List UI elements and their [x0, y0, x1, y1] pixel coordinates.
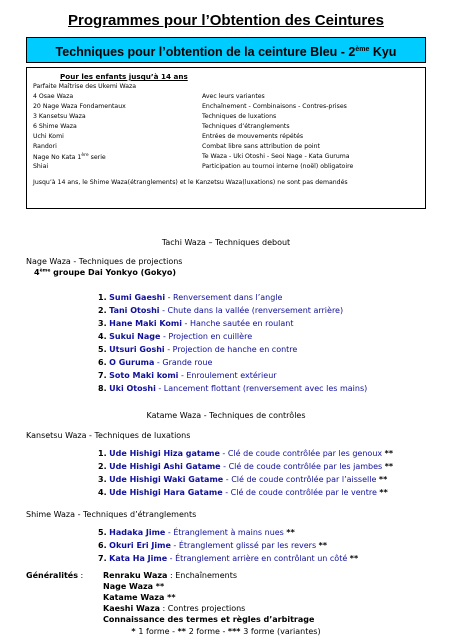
- list-item: [98, 384, 367, 393]
- item-number: 4.: [98, 332, 107, 341]
- age-note: Jusqu’à 14 ans, le Shime Waza(étranglements) et le Kanzetsu Waza(luxations) ne sont pas demandés: [33, 179, 348, 186]
- technique-name: Utsuri Goshi: [109, 345, 165, 354]
- technique-desc: - Projection de hanche en contre: [164, 345, 298, 354]
- form-marker: **: [286, 528, 295, 537]
- group-sup: ème: [39, 268, 51, 274]
- requirement-left: Shiai: [33, 163, 49, 170]
- katame-waza-title: Katame Waza - Techniques de contrôles: [146, 411, 306, 420]
- technique-desc: - Clé de coude contrôlée par les jambes: [220, 462, 385, 471]
- list-item: [98, 475, 387, 484]
- list-item: [98, 332, 252, 341]
- form-marker: **: [318, 541, 328, 550]
- requirement-row: [33, 153, 421, 163]
- form-marker: **: [349, 554, 359, 563]
- kata-label: Nage No Kata 1: [33, 154, 82, 162]
- technique-desc: - Grande roue: [154, 358, 213, 367]
- general-label: Généralités: [26, 571, 78, 580]
- form-legend-footer: [0, 627, 452, 636]
- general-item-desc: : Enchaînements: [167, 571, 238, 580]
- kansetsu-waza-title: Kansetsu Waza - Techniques de luxations: [26, 431, 191, 440]
- item-number: 7.: [98, 554, 107, 563]
- kata-sup: ère: [81, 153, 89, 158]
- technique-desc: - Étranglement à mains nues: [165, 528, 287, 537]
- list-item: [103, 593, 176, 602]
- requirement-left: 20 Nage Waza Fondamentaux: [33, 103, 126, 110]
- technique-desc: - Chute dans la vallée (renversement arrière): [159, 306, 344, 315]
- requirement-row: [33, 103, 421, 113]
- kata-tail: serie: [88, 154, 106, 162]
- requirement-row: [33, 83, 421, 93]
- requirement-right: Enchaînement - Combinaisons - Contres-prises: [202, 103, 347, 110]
- requirement-left: [33, 153, 106, 161]
- requirement-left: 6 Shime Waza: [33, 123, 77, 130]
- technique-name: Sumi Gaeshi: [109, 293, 166, 302]
- item-number: 4.: [98, 488, 107, 497]
- item-number: 7.: [98, 371, 107, 380]
- technique-name: Tani Otoshi: [109, 306, 160, 315]
- list-item: [98, 449, 393, 458]
- banner-tail: Kyu: [369, 45, 397, 60]
- general-item-name: Katame Waza **: [103, 593, 176, 602]
- banner-text: Techniques pour l’obtention de la ceinture Bleu - 2: [55, 45, 356, 60]
- requirement-row: [33, 123, 421, 133]
- technique-name: Ude Hishigi Ashi Gatame: [109, 462, 221, 471]
- technique-desc: - Clé de coude contrôlée par l’aisselle: [223, 475, 379, 484]
- requirement-left: 4 Osae Waza: [33, 93, 74, 100]
- list-item: [103, 571, 237, 580]
- legend-part: 1 forme -: [138, 627, 178, 636]
- group-title: [34, 268, 176, 277]
- technique-desc: - Clé de coude contrôlée par les genoux: [219, 449, 385, 458]
- legend-part: *: [131, 627, 139, 636]
- form-marker: **: [378, 475, 388, 484]
- item-number: 6.: [98, 541, 107, 550]
- list-item: [98, 306, 343, 315]
- list-item: [98, 371, 277, 380]
- requirement-row: [33, 163, 421, 173]
- item-number: 8.: [98, 384, 107, 393]
- form-marker: **: [384, 462, 394, 471]
- item-number: 2.: [98, 306, 107, 315]
- technique-desc: - Étranglement arrière en contrôlant un côté: [167, 554, 350, 563]
- list-item: [98, 554, 358, 563]
- form-marker: **: [379, 488, 388, 497]
- general-item-name: Kaeshi Waza: [103, 604, 160, 613]
- item-number: 1.: [98, 293, 107, 302]
- legend-part: 2 forme -: [188, 627, 228, 636]
- requirement-row: [33, 133, 421, 143]
- requirement-right: Avec leurs variantes: [202, 93, 265, 100]
- technique-name: Kata Ha Jime: [109, 554, 168, 563]
- requirement-right: Combat libre sans attribution de point: [202, 143, 320, 150]
- requirement-left: Parfaite Maîtrise des Ukemi Waza: [33, 83, 137, 90]
- tachi-waza-title: Tachi Waza – Techniques debout: [161, 238, 291, 247]
- item-number: 2.: [98, 462, 107, 471]
- list-item: [98, 541, 327, 550]
- requirement-right: Techniques d’étranglements: [202, 123, 290, 130]
- technique-desc: - Étranglement glissé par les revers: [170, 541, 319, 550]
- item-number: 1.: [98, 449, 107, 458]
- banner-sup: ème: [355, 46, 370, 53]
- list-item: [98, 358, 212, 367]
- technique-desc: - Projection en cuillère: [160, 332, 253, 341]
- list-item: [98, 293, 282, 302]
- technique-name: Hane Maki Komi: [109, 319, 182, 328]
- technique-desc: - Clé de coude contrôlée par le ventre: [222, 488, 380, 497]
- technique-name: Soto Maki komi: [109, 371, 179, 380]
- list-item: [103, 615, 314, 624]
- list-item: [98, 488, 388, 497]
- page-title: Programmes pour l’Obtention des Ceintures: [68, 12, 384, 29]
- children-requirements-box: [26, 67, 426, 209]
- requirement-left: 3 Kansetsu Waza: [33, 113, 86, 120]
- technique-name: O Guruma: [109, 358, 155, 367]
- shime-waza-title: Shime Waza - Techniques d’étranglements: [26, 510, 197, 519]
- box-heading: Pour les enfants jusqu’à 14 ans: [60, 72, 188, 81]
- list-item: [98, 345, 297, 354]
- technique-name: Ude Hishigi Waki Gatame: [109, 475, 224, 484]
- technique-name: Sukui Nage: [109, 332, 161, 341]
- group-num: 4: [34, 268, 40, 277]
- general-item-name: Nage Waza **: [103, 582, 165, 591]
- requirement-row: [33, 113, 421, 123]
- list-item: [98, 319, 294, 328]
- technique-desc: - Lancement flottant (renversement avec les mains): [155, 384, 368, 393]
- item-number: 3.: [98, 475, 107, 484]
- requirement-right: Participation au tournoi interne (noël) obligatoire: [202, 163, 354, 170]
- requirement-right: Techniques de luxations: [202, 113, 277, 120]
- general-item-desc: : Contres projections: [160, 604, 246, 613]
- technique-desc: - Renversement dans l’angle: [165, 293, 283, 302]
- technique-name: Hadaka Jime: [109, 528, 166, 537]
- requirement-left: Randori: [33, 143, 57, 150]
- technique-desc: - Hanche sautée en roulant: [182, 319, 294, 328]
- general-item-name: Connaissance des termes et règles d’arbitrage: [103, 615, 315, 624]
- list-item: [103, 604, 245, 613]
- general-item-name: Renraku Waza: [103, 571, 168, 580]
- legend-part: ***: [227, 627, 244, 636]
- nage-waza-title: Nage Waza - Techniques de projections: [26, 257, 183, 266]
- technique-name: Uki Otoshi: [109, 384, 156, 393]
- technique-name: Okuri Eri Jime: [109, 541, 171, 550]
- requirement-right: Entrées de mouvements répétés: [202, 133, 304, 140]
- list-item: [98, 528, 295, 537]
- belt-banner: [26, 37, 426, 63]
- item-number: 6.: [98, 358, 107, 367]
- requirement-right: Te Waza - Uki Otoshi - Seoi Nage - Kata Guruma: [202, 153, 350, 160]
- form-marker: **: [384, 449, 394, 458]
- item-number: 5.: [98, 345, 107, 354]
- legend-part: **: [177, 627, 189, 636]
- group-text: groupe Dai Yonkyo (Gokyo): [50, 268, 176, 277]
- technique-name: Ude Hishigi Hiza gatame: [109, 449, 220, 458]
- requirement-row: [33, 143, 421, 153]
- general-label-line: [26, 571, 83, 580]
- list-item: [103, 582, 164, 591]
- item-number: 3.: [98, 319, 107, 328]
- legend-part: 3 forme (variantes): [243, 627, 321, 636]
- list-item: [98, 462, 393, 471]
- technique-name: Ude Hishigi Hara Gatame: [109, 488, 223, 497]
- item-number: 5.: [98, 528, 107, 537]
- technique-desc: - Enroulement extérieur: [178, 371, 277, 380]
- requirement-row: [33, 93, 421, 103]
- requirement-left: Uchi Komi: [33, 133, 64, 140]
- general-sep: :: [77, 571, 84, 580]
